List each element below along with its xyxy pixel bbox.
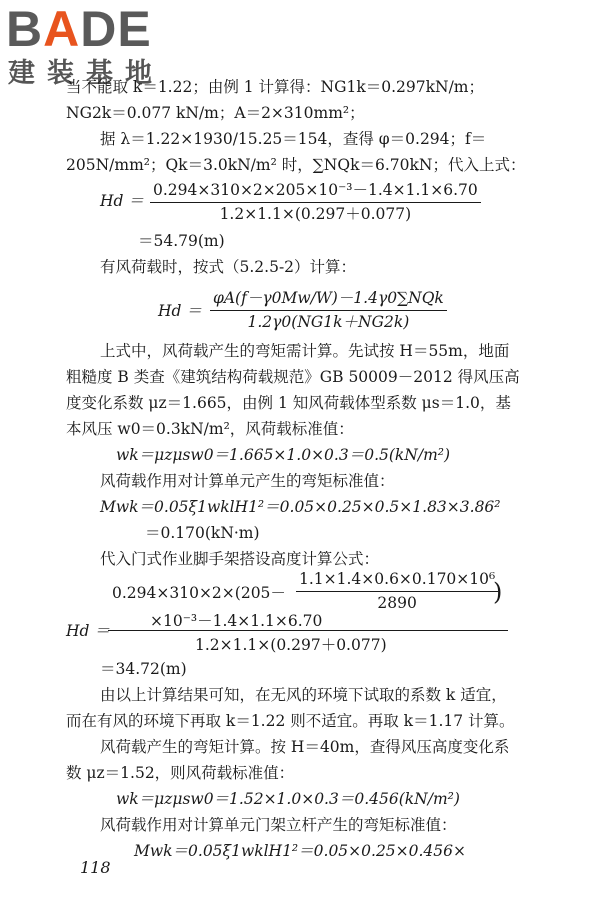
text-line: 风荷载产生的弯矩计算。按 H＝40m，查得风压高度变化系 [100,738,510,756]
formula-line: wk＝μzμsw0＝1.665×1.0×0.3＝0.5(kN/m²) [116,446,451,464]
formula-lhs: Hd ＝ [66,622,110,640]
formula-part: 0.294×310×2×(205－ [112,584,286,602]
formula-part: ) [493,578,503,606]
watermark-logo: BADE [6,1,152,57]
formula-line: Mwk＝0.05ξ1wklH1²＝0.05×0.25×0.456× [134,842,467,860]
text-line: 当不能取 k＝1.22；由例 1 计算得：NG1k＝0.297kN/m； [66,78,484,96]
text-line: 度变化系数 μz＝1.665，由例 1 知风荷载体型系数 μs＝1.0，基 [66,394,511,412]
fraction-bar [108,630,508,631]
text-line: 数 μz＝1.52，则风荷载标准值： [66,764,295,782]
formula-part: 1.2×1.1×(0.297＋0.077) [195,636,387,654]
formula-line: ＝0.170(kN·m) [145,524,260,542]
text-line: 上式中，风荷载产生的弯矩需计算。先试按 H＝55m，地面 [100,342,510,360]
text-line: 有风荷载时，按式（5.2.5-2）计算： [100,258,357,276]
formula-fraction: $\frac{\text{φA(f－γ0Mw/W)－1.4γ0∑NQk}}{1.2\gamma 0(NG1k+NG2k)}$ [210,289,447,331]
text-line: 由以上计算结果可知，在无风的环境下试取的系数 k 适宜， [100,686,507,704]
formula-line: Mwk＝0.05ξ1wklH1²＝0.05×0.25×0.5×1.83×3.86² [100,498,501,516]
text-line: 本风压 w0＝0.3kN/m²，风荷载标准值： [66,420,354,438]
formula-line: wk＝μzμsw0＝1.52×1.0×0.3＝0.456(kN/m²) [116,790,460,808]
formula-result: ＝54.79(m) [138,232,225,250]
text-line: 205N/mm²；Qk＝3.0kN/m² 时，∑NQk＝6.70kN；代入上式： [66,156,526,174]
watermark-chinese: 建装基地 [8,58,164,88]
page-number: 118 [80,858,111,877]
text-line: 据 λ＝1.22×1930/15.25＝154，查得 φ＝0.294；f＝ [100,130,487,148]
formula-lhs: Hd ＝ [100,192,144,210]
text-line: 风荷载作用对计算单元产生的弯矩标准值： [100,472,395,490]
text-line: 风荷载作用对计算单元门架立杆产生的弯矩标准值： [100,816,457,834]
text-line: 粗糙度 B 类查《建筑结构荷载规范》GB 50009－2012 得风压高 [66,368,520,386]
text-line: 代入门式作业脚手架搭设高度计算公式： [100,550,380,568]
formula-part: ×10⁻³－1.4×1.1×6.70 [150,612,323,630]
formula-lhs: Hd ＝ [158,302,202,320]
formula-fraction: $\frac{\text{0.294×310×2×205×10⁻³－1.4×1.1×6.70}}{1.2\times 1.1\times(0.297+0.077)}$ [150,181,481,223]
text-line: NG2k＝0.077 kN/m；A＝2×310mm²； [66,104,365,122]
formula-fraction: $\frac{\text{1.1×1.4×0.6×0.170×10⁶}}{2890}$ [296,570,498,612]
formula-result: ＝34.72(m) [100,660,187,678]
text-line: 而在有风的环境下再取 k＝1.22 则不适宜。再取 k＝1.17 计算。 [66,712,515,730]
